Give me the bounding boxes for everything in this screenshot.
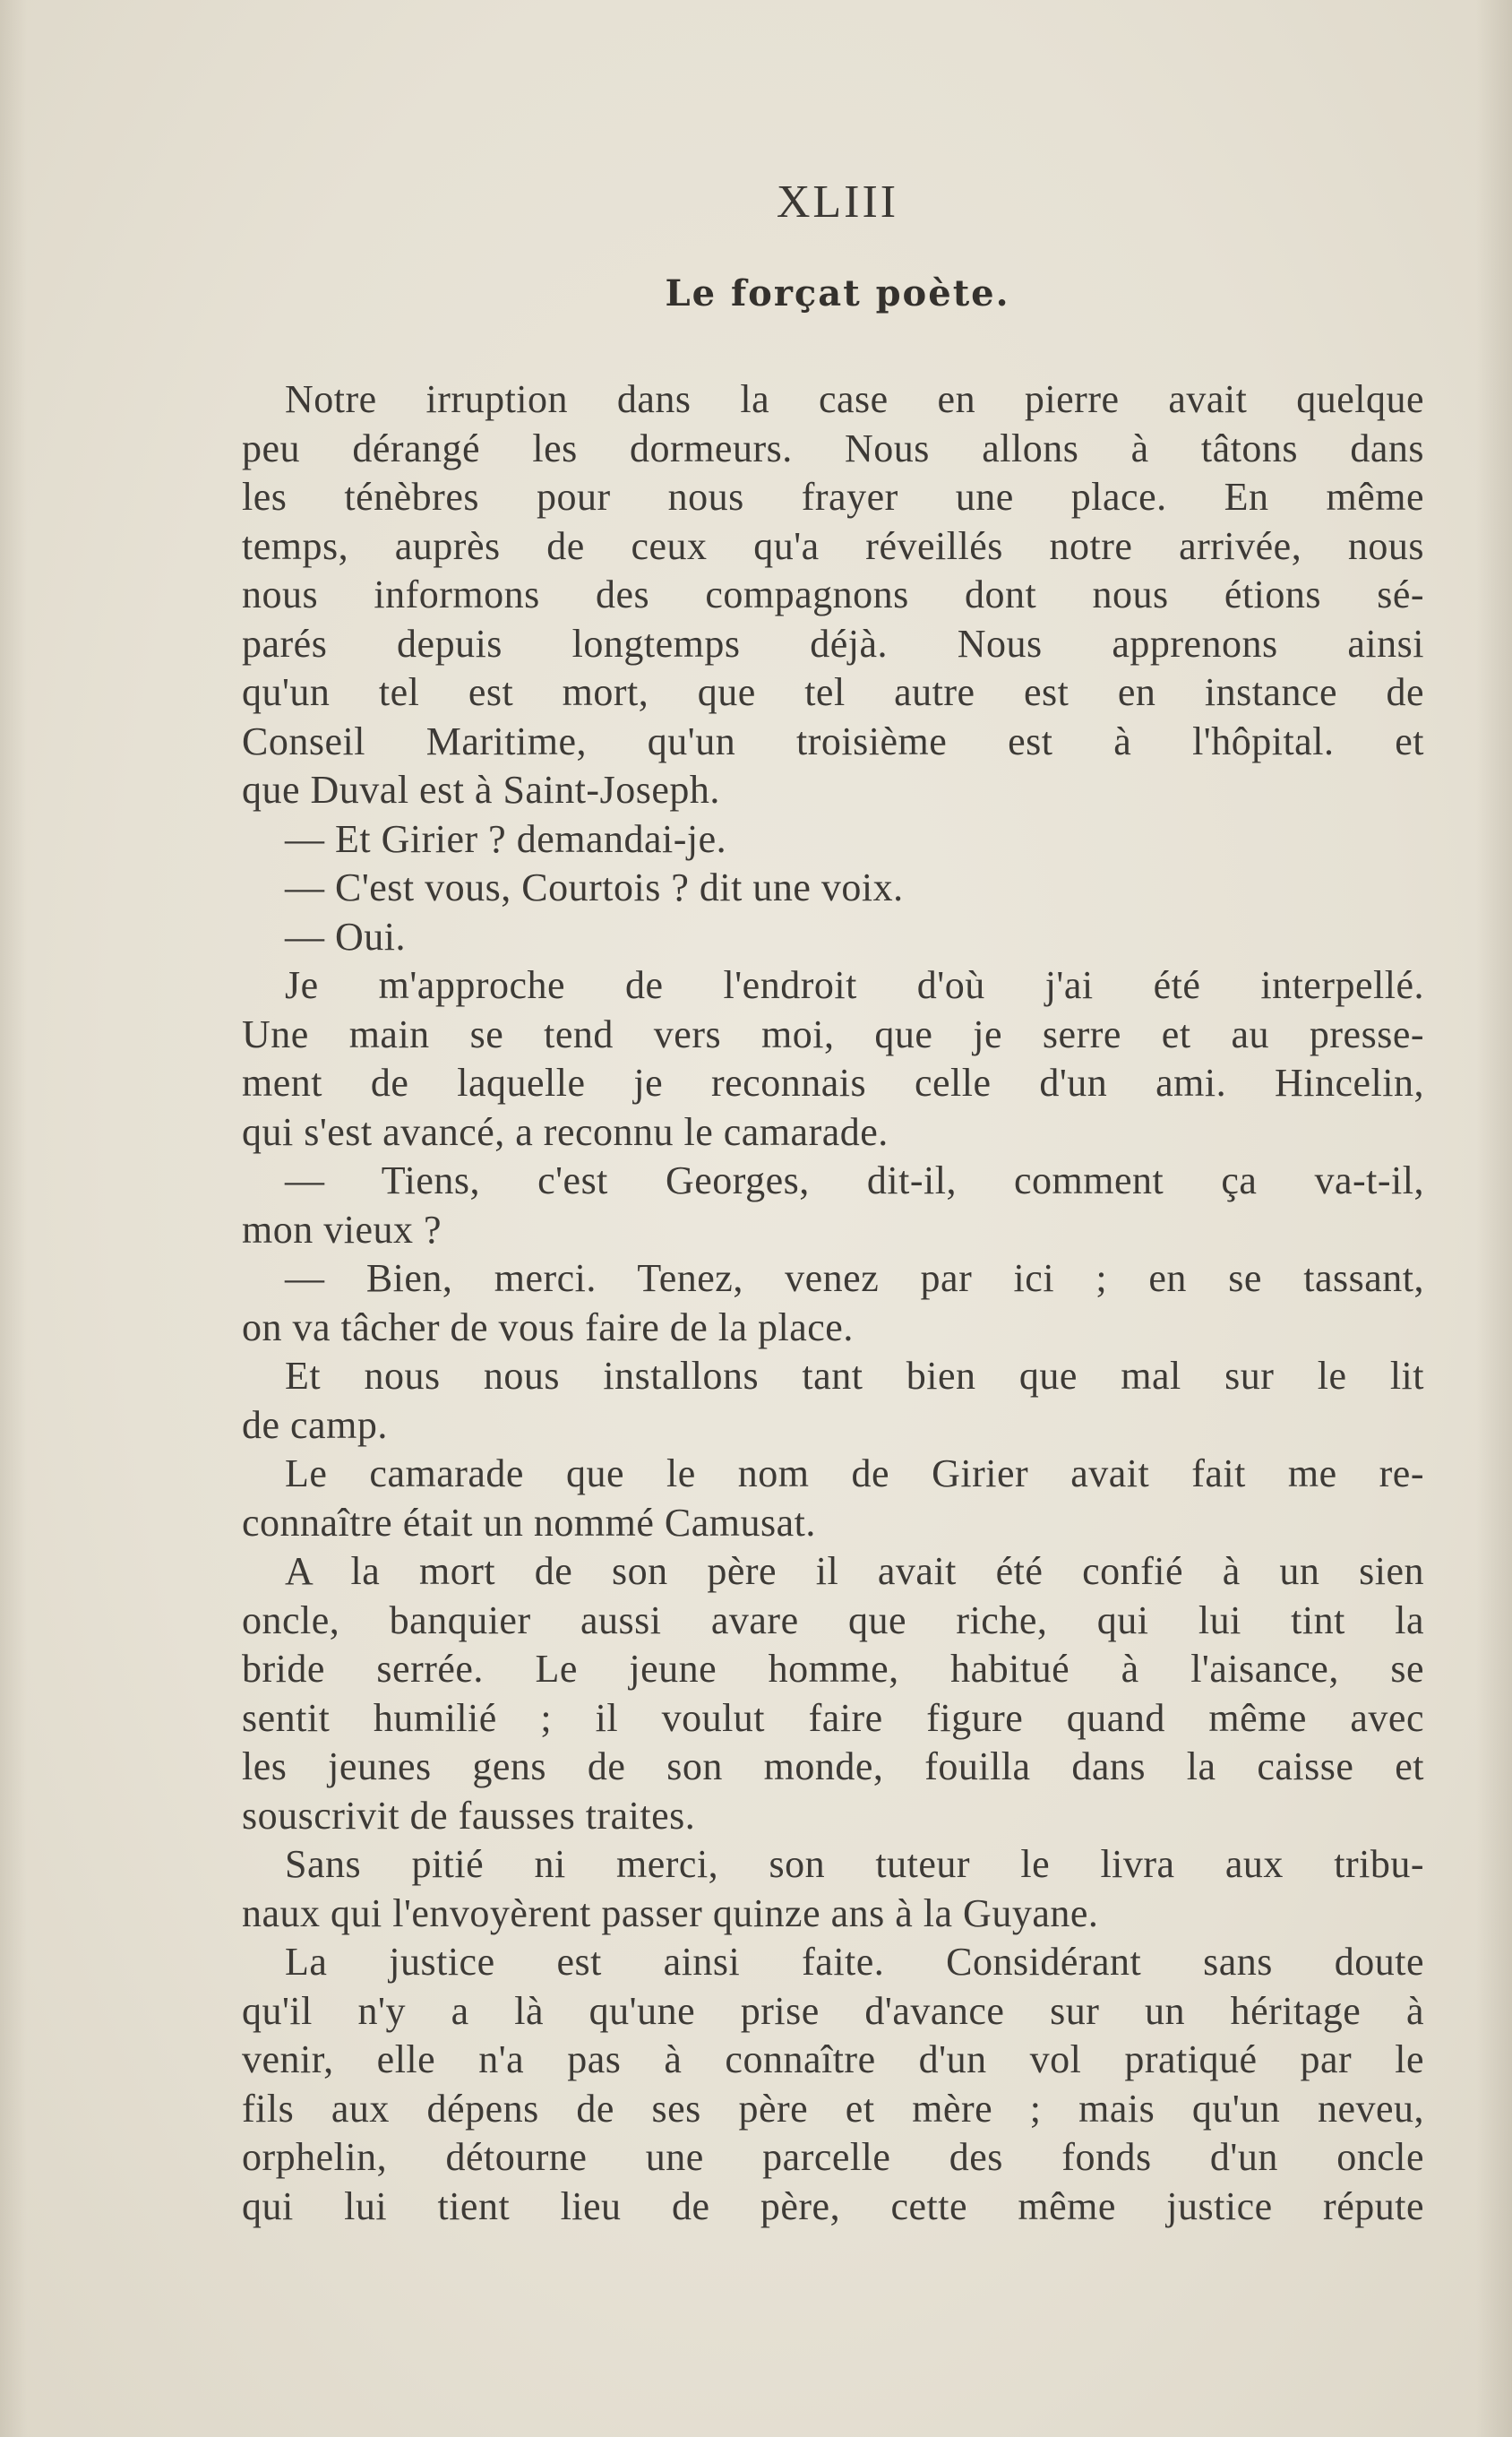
text-line: La justice est ainsi faite. Considérant sans doute xyxy=(285,1940,1424,1984)
text-line: Notre irruption dans la case en pierre avait quelque xyxy=(285,377,1424,421)
text-line: — Oui. xyxy=(285,914,406,959)
text-line: qu'un tel est mort, que tel autre est en instance de xyxy=(242,670,1424,714)
text-line: bride serrée. Le jeune homme, habitué à l'aisance, se xyxy=(242,1647,1424,1691)
text-line: connaître était un nommé Camusat. xyxy=(242,1500,816,1545)
text-line: Sans pitié ni merci, son tuteur le livra aux tribu- xyxy=(285,1842,1424,1886)
text-line: temps, auprès de ceux qu'a réveillés notre arrivée, nous xyxy=(242,523,1424,568)
text-line: naux qui l'envoyèrent passer quinze ans à la Guyane. xyxy=(242,1890,1099,1935)
text-line: A la mort de son père il avait été confié à un sien xyxy=(285,1549,1424,1593)
text-line: les jeunes gens de son monde, fouilla dans la caisse et xyxy=(242,1744,1424,1788)
text-line: Et nous nous installons tant bien que mal sur le lit xyxy=(285,1354,1424,1398)
text-line: Conseil Maritime, qu'un troisième est à l'hôpital. et xyxy=(242,719,1424,763)
text-line: — Bien, merci. Tenez, venez par ici ; en se tassant, xyxy=(285,1256,1424,1300)
text-line: souscrivit de fausses traites. xyxy=(242,1793,696,1838)
text-line: — C'est vous, Courtois ? dit une voix. xyxy=(285,865,904,909)
body-text xyxy=(242,375,1424,2231)
text-line: de camp. xyxy=(242,1402,388,1447)
chapter-number: XLIII xyxy=(776,177,899,228)
text-line: nous informons des compagnons dont nous étions sé- xyxy=(242,573,1424,616)
text-line: sentit humilié ; il voulut faire figure quand même avec xyxy=(242,1695,1424,1740)
text-line: Le camarade que le nom de Girier avait fait me re- xyxy=(285,1451,1424,1495)
text-line: que Duval est à Saint-Joseph. xyxy=(242,768,720,812)
text-line: Une main se tend vers moi, que je serre et au presse- xyxy=(242,1012,1424,1056)
text-line: qui s'est avancé, a reconnu le camarade. xyxy=(242,1109,889,1154)
text-line: ment de laquelle je reconnais celle d'un ami. Hincelin, xyxy=(242,1061,1424,1105)
text-line: les ténèbres pour nous frayer une place. En même xyxy=(242,475,1424,519)
page-edge-right xyxy=(1476,0,1512,2437)
text-line: peu dérangé les dormeurs. Nous allons à tâtons dans xyxy=(242,426,1424,470)
text-line: — Et Girier ? demandai-je. xyxy=(285,816,727,861)
text-line: Je m'approche de l'endroit d'où j'ai été interpellé. xyxy=(285,963,1424,1007)
text-line: mon vieux ? xyxy=(242,1207,442,1252)
text-line: oncle, banquier aussi avare que riche, qui lui tint la xyxy=(242,1597,1424,1642)
chapter-title: Le forçat poète. xyxy=(665,272,1010,314)
text-line: on va tâcher de vous faire de la place. xyxy=(242,1305,854,1349)
text-line: venir, elle n'a pas à connaître d'un vol pratiqué par le xyxy=(242,2037,1424,2081)
text-line: qui lui tient lieu de père, cette même justice répute xyxy=(242,2183,1424,2228)
text-line: parés depuis longtemps déjà. Nous apprenons ainsi xyxy=(242,621,1424,666)
text-line: qu'il n'y a là qu'une prise d'avance sur un héritage à xyxy=(242,1988,1424,2033)
text-line: orphelin, détourne une parcelle des fonds d'un oncle xyxy=(242,2135,1424,2179)
text-line: — Tiens, c'est Georges, dit-il, comment ça va-t-il, xyxy=(285,1158,1424,1202)
page-edge-left xyxy=(0,0,27,2437)
text-line: fils aux dépens de ses père et mère ; mais qu'un neveu, xyxy=(242,2086,1424,2131)
